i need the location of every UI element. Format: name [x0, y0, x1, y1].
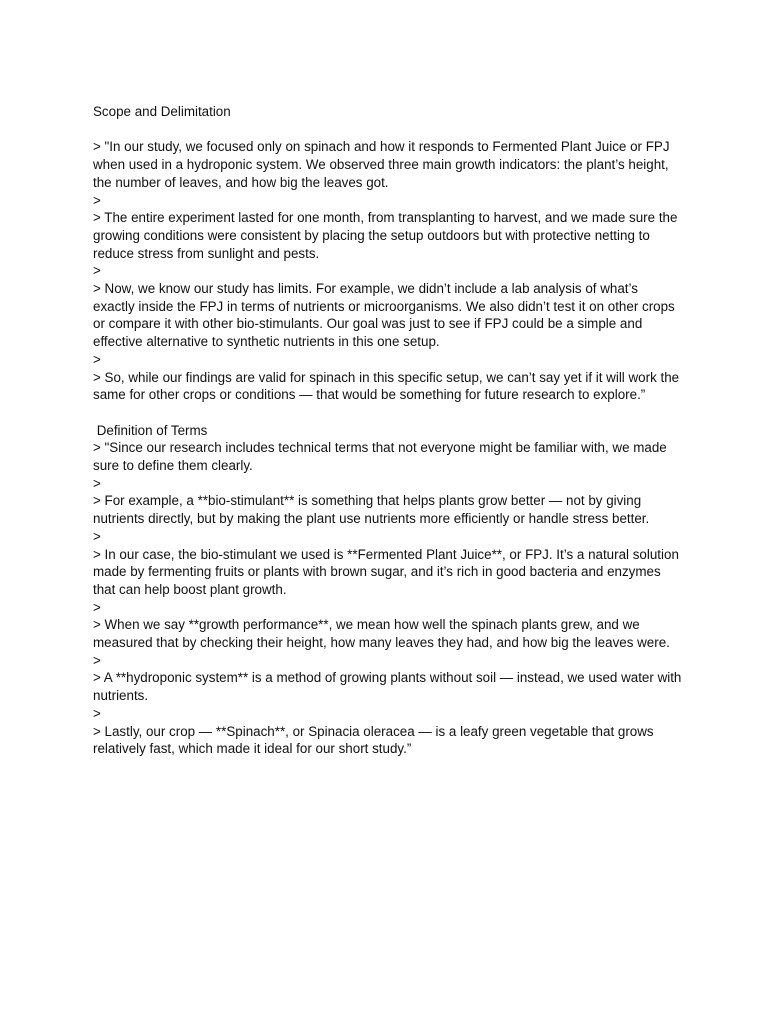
definitions-paragraph-3: > In our case, the bio-stimulant we used is **Fermented Plant Juice**, or FPJ. It’s a natural solution made by fermenting fruits or plants with brown sugar, and it’s rich in good bacteria and enzymes that can help boost plant growth.	[93, 546, 679, 597]
definitions-section	[93, 439, 683, 758]
paragraph-gap	[93, 121, 683, 139]
scope-paragraph-3: > Now, we know our study has limits. For example, we didn’t include a lab analysis of what’s exactly inside the FPJ in terms of nutrients or microorganisms. We also didn’t test it on other crops or compare it with other bio-stimulants. Our goal was just to see if FPJ could be a simple and effective alternative to synthetic nutrients in this one setup.	[93, 281, 675, 350]
scope-quote-marker-2: >	[93, 263, 101, 279]
definitions-quote-marker-2: >	[93, 528, 101, 544]
scope-paragraph-2: > The entire experiment lasted for one month, from transplanting to harvest, and we made sure the growing conditions were consistent by placing the setup outdoors but with protective netting to reduce stress from sunlight and pests.	[93, 210, 678, 261]
definitions-paragraph-5: > A **hydroponic system** is a method of growing plants without soil — instead, we used water with nutrients.	[93, 670, 682, 704]
section-gap	[93, 404, 683, 422]
definitions-quote-marker-4: >	[93, 652, 101, 668]
document-page	[93, 103, 683, 758]
scope-paragraph-4: > So, while our findings are valid for spinach in this specific setup, we can’t say yet if it will work the same for other crops or conditions — that would be something for future research to explore.”	[93, 369, 680, 403]
scope-quote-marker-3: >	[93, 351, 101, 367]
scope-heading: Scope and Delimitation	[93, 104, 231, 119]
scope-paragraph-1: > "In our study, we focused only on spinach and how it responds to Fermented Plant Juice or FPJ when used in a hydroponic system. We observed three main growth indicators: the plant’s height, the number of leaves, and how big the leaves got.	[93, 139, 670, 190]
definitions-paragraph-1: > "Since our research includes technical terms that not everyone might be familiar with, we made sure to define them clearly.	[93, 440, 667, 474]
definitions-paragraph-4: > When we say **growth performance**, we mean how well the spinach plants grew, and we measured that by checking their height, how many leaves they had, and how big the leaves were.	[93, 617, 670, 651]
scope-quote-marker-1: >	[93, 192, 101, 208]
definitions-quote-marker-5: >	[93, 705, 101, 721]
definitions-quote-marker-1: >	[93, 475, 101, 491]
definitions-paragraph-2: > For example, a **bio-stimulant** is something that helps plants grow better — not by giving nutrients directly, but by making the plant use nutrients more efficiently or handle stress better.	[93, 493, 650, 527]
definitions-paragraph-6: > Lastly, our crop — **Spinach**, or Spinacia oleracea — is a leafy green vegetable that grows relatively fast, which made it ideal for our short study.”	[93, 723, 654, 757]
scope-section	[93, 138, 683, 404]
definitions-quote-marker-3: >	[93, 599, 101, 615]
definitions-heading: Definition of Terms	[93, 422, 208, 438]
